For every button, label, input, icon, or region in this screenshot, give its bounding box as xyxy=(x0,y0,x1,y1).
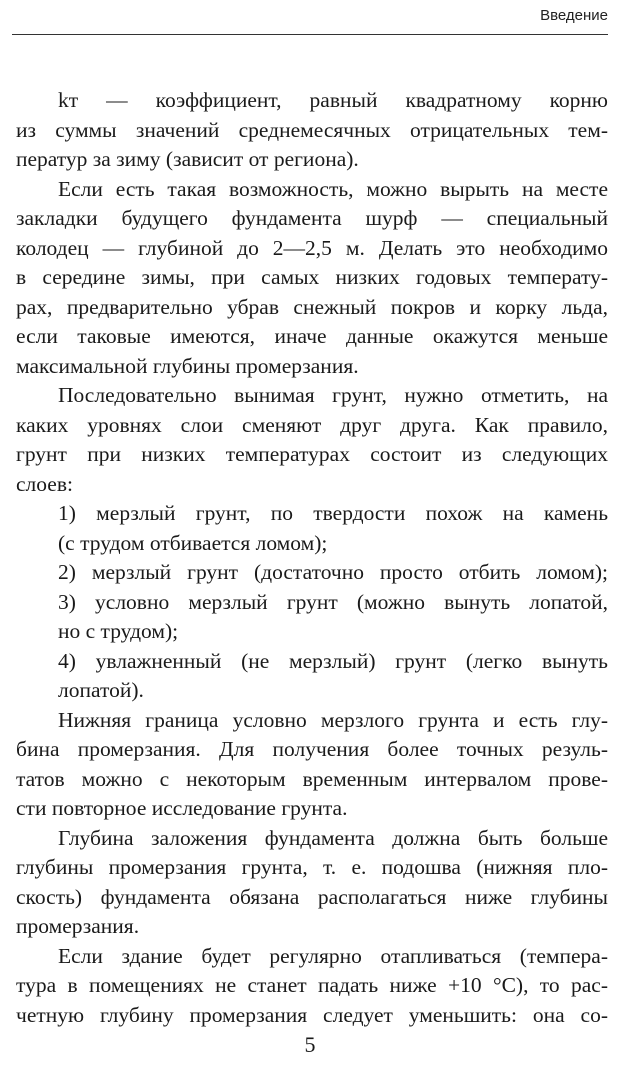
text-line: четную глубину промерзания следует уменьшить: она со- xyxy=(16,1002,608,1027)
text-line: в середине зимы, при самых низких годовых температу- xyxy=(16,265,608,289)
text-line: из суммы значений среднемесячных отрицательных тем- xyxy=(16,117,608,142)
text-line: 3) условно мерзлый грунт (можно вынуть лопатой, xyxy=(58,589,608,614)
text-line: слоев: xyxy=(16,471,73,496)
text-line: 4) увлажненный (не мерзлый) грунт (легко вынуть xyxy=(58,648,608,673)
text-line: ператур за зиму (зависит от региона). xyxy=(16,147,359,171)
text-line: 1) мерзлый грунт, по твердости похож на камень xyxy=(58,501,608,525)
text-line: Если здание будет регулярно отапливаться (темпера- xyxy=(58,943,608,968)
page-number: 5 xyxy=(304,1032,316,1057)
text-line: 2) мерзлый грунт (достаточно просто отбить ломом); xyxy=(58,560,608,584)
text-line: бина промерзания. Для получения более точных резуль- xyxy=(16,737,608,761)
header-divider xyxy=(12,34,608,35)
text-line: сти повторное исследование грунта. xyxy=(16,796,348,820)
text-line: лопатой). xyxy=(58,678,144,702)
text-line: Последовательно вынимая грунт, нужно отметить, на xyxy=(58,383,608,407)
text-line: колодец — глубиной до 2—2,5 м. Делать это необходимо xyxy=(16,235,608,260)
text-line: максимальной глубины промерзания. xyxy=(16,353,359,378)
text-line: kт — коэффициент, равный квадратному корню xyxy=(58,88,608,112)
text-line: Глубина заложения фундамента должна быть больше xyxy=(58,825,608,850)
body-text xyxy=(16,86,608,1030)
text-line: татов можно с некоторым временным интервалом прове- xyxy=(16,766,608,791)
text-line: промерзания. xyxy=(16,914,140,938)
running-header: Введение xyxy=(540,7,608,24)
text-line: (с трудом отбивается ломом); xyxy=(58,530,328,555)
text-line: скость) фундамента обязана располагаться ниже глубины xyxy=(16,884,608,909)
text-line: грунт при низких температурах состоит из следующих xyxy=(16,442,608,466)
text-line: Если есть такая возможность, можно вырыть на месте xyxy=(58,176,608,201)
text-line: рах, предварительно убрав снежный покров и корку льда, xyxy=(16,294,608,319)
text-line: закладки будущего фундамента шурф — специальный xyxy=(16,206,608,230)
text-line: каких уровнях слои сменяют друг друга. Как правило, xyxy=(16,412,608,437)
text-line: если таковые имеются, иначе данные окажутся меньше xyxy=(16,324,608,348)
text-line: но с трудом); xyxy=(58,619,179,643)
text-line: тура в помещениях не станет падать ниже +10 °С), то рас- xyxy=(16,973,608,997)
text-line: Нижняя граница условно мерзлого грунта и есть глу- xyxy=(58,707,608,732)
text-line: глубины промерзания грунта, т. е. подошва (нижняя пло- xyxy=(16,855,608,879)
